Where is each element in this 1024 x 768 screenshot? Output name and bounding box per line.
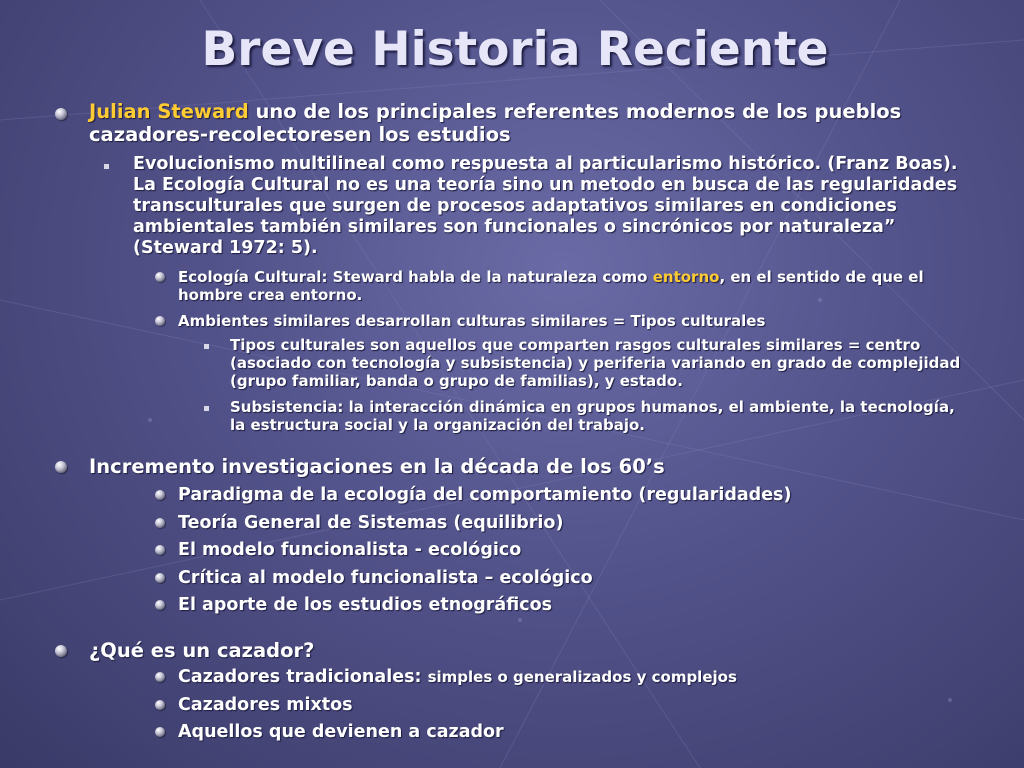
bullet-3-item-3: Aquellos que devienen a cazador [178,722,504,742]
bullet-1-sub-1-a [178,268,978,304]
bullet-2-item-4: Crítica al modelo funcionalista – ecológico [178,568,593,588]
bullet-1-icon [55,108,67,120]
bullet-2: Incremento investigaciones en la década de los 60’s [89,455,665,478]
bullet-1-sub-1-b: Ambientes similares desarrollan culturas similares = Tipos culturales [178,312,766,330]
sub-bullet-icon [155,700,165,710]
bullet-3-item-1 [178,667,978,688]
bullet-2-icon [55,461,67,473]
bullet-2-item-2: Teoría General de Sistemas (equilibrio) [178,513,564,533]
cazadores-tradicionales-label: Cazadores tradicionales: [178,667,428,687]
sub-bullet-icon [155,316,165,326]
cazadores-tradicionales-detail: simples o generalizados y complejos [427,668,737,686]
square-bullet-icon [204,406,209,411]
sub-bullet-icon [155,518,165,528]
bullet-2-item-5: El aporte de los estudios etnográficos [178,595,553,615]
bullet-1-sub-1-b-ii: Subsistencia: la interacción dinámica en grupos humanos, el ambiente, la tecnología, la estructura social y la organización del trabajo. [230,398,955,434]
bullet-1-sub-1-b-i: Tipos culturales son aquellos que comparten rasgos culturales similares = centro (asociado con tecnología y subsistencia) y periferia variando en grado de complejidad (grupo familiar, banda o grupo de familias), y estado. [230,336,961,390]
julian-steward-name: Julian Steward [89,100,249,123]
bullet-1 [89,100,949,146]
sub-bullet-icon [155,545,165,555]
sub-bullet-icon [155,672,165,682]
bullet-2-item-3: El modelo funcionalista - ecológico [178,540,522,560]
bullet-2-item-1: Paradigma de la ecología del comportamiento (regularidades) [178,485,792,505]
sub-bullet-icon [155,727,165,737]
ecologia-text-post: , en el sentido de que el hombre crea entorno. [178,268,924,304]
bullet-3-icon [55,645,67,657]
sub-bullet-icon [155,600,165,610]
square-bullet-icon [104,164,109,169]
sub-bullet-icon [155,272,165,282]
entorno-highlight: entorno [652,268,720,286]
bullet-1-sub-1: Evolucionismo multilineal como respuesta al particularismo histórico. (Franz Boas). La Ecología Cultural no es una teoría sino un metodo en busca de las regularidades transculturales que surgen de procesos adaptativos similares en condiciones ambientales también similares son funcionales o sincrónicos por naturaleza” (Steward 1972: 5). [133,154,958,258]
ecologia-text-pre: Ecología Cultural: Steward habla de la naturaleza como [178,268,653,286]
slide-title: Breve Historia Reciente [201,22,829,77]
sub-bullet-icon [155,573,165,583]
square-bullet-icon [204,344,209,349]
bullet-1-text: uno de los principales referentes modernos de los pueblos cazadores-recolectoresen los estudios [89,100,902,146]
bullet-3-item-2: Cazadores mixtos [178,695,353,715]
sub-bullet-icon [155,490,165,500]
bullet-3: ¿Qué es un cazador? [89,639,315,662]
